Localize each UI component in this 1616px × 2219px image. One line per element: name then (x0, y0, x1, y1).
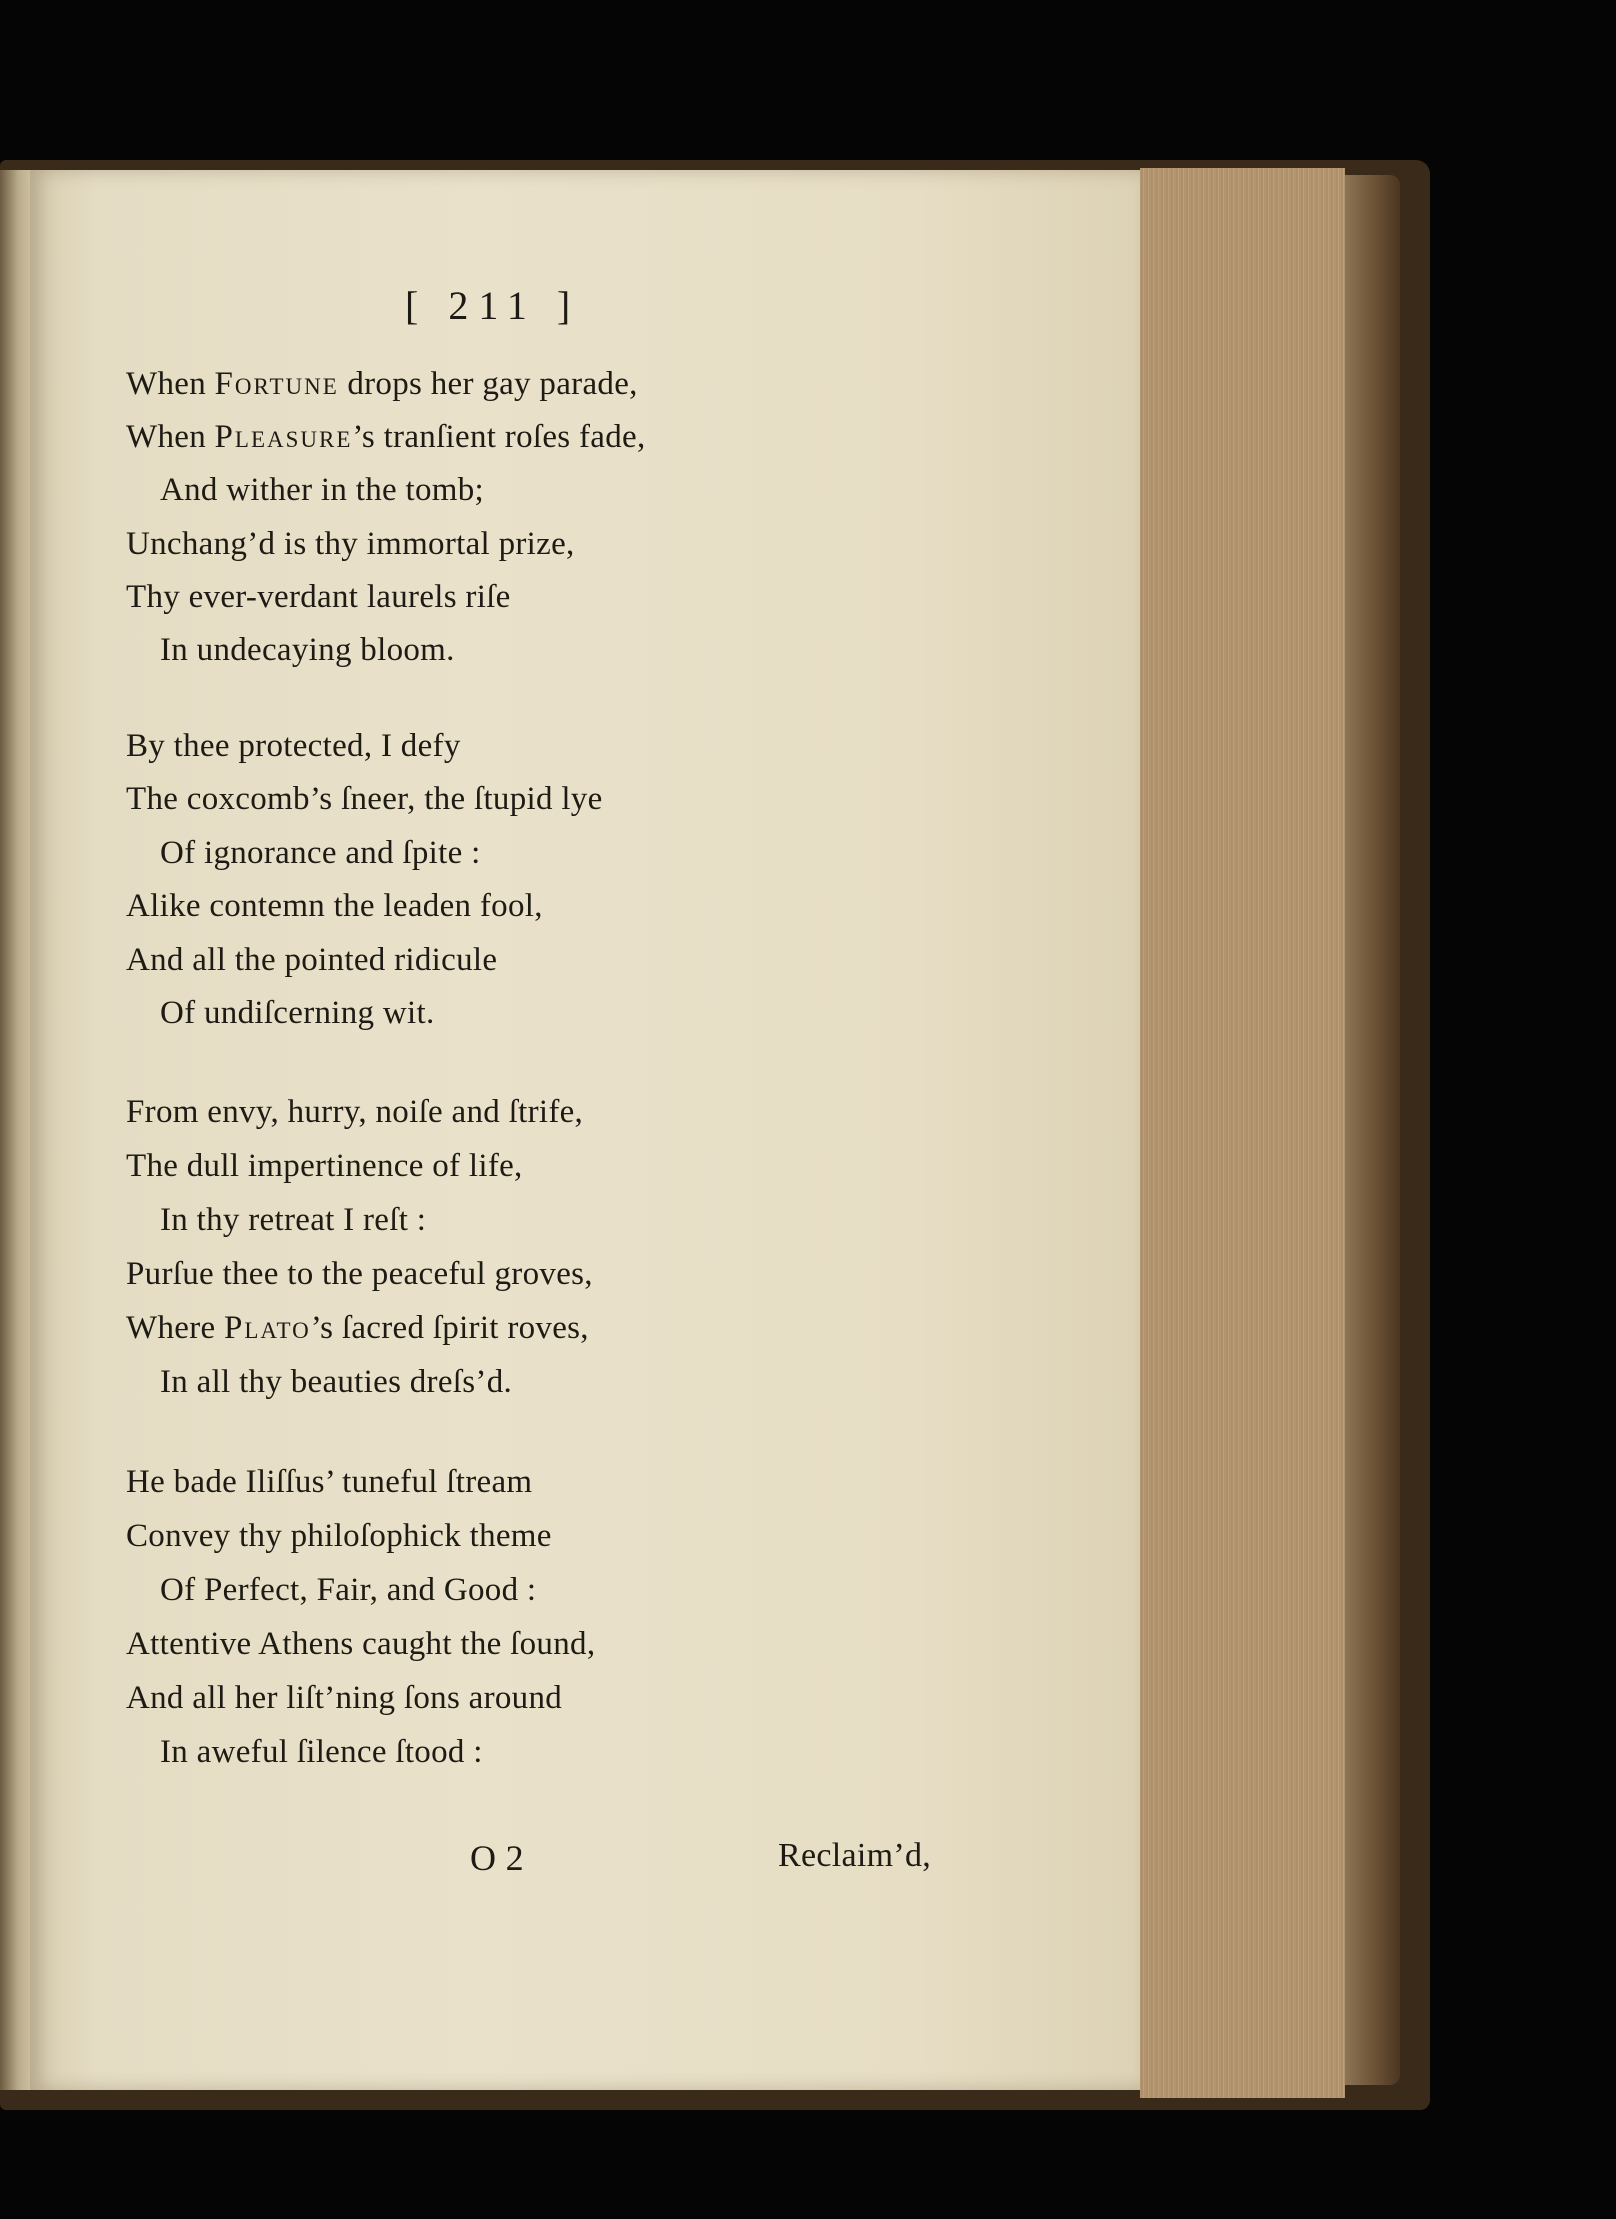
signature-mark: O 2 (470, 1838, 524, 1878)
poem-line: Of ignorance and ſpite : (160, 835, 481, 871)
poem-line: The dull impertinence of life, (126, 1148, 523, 1184)
poem-line: When Pleasure’s tranſient roſes fade, (126, 419, 646, 455)
poem-line: Convey thy philoſophick theme (126, 1518, 552, 1554)
poem-line: Thy ever-verdant laurels riſe (126, 579, 511, 615)
poem-line: From envy, hurry, noiſe and ſtrife, (126, 1094, 584, 1130)
poem-line: In all thy beauties dreſs’d. (160, 1364, 513, 1400)
poem-line: In thy retreat I reſt : (160, 1202, 427, 1238)
poem-line: He bade Iliſſus’ tuneful ſtream (126, 1464, 533, 1500)
poem-line: By thee protected, I defy (126, 728, 461, 764)
previous-page-edge (0, 170, 30, 2090)
poem-line: When Fortune drops her gay parade, (126, 366, 638, 402)
poem-line: And wither in the tomb; (160, 472, 485, 508)
poem-line: The coxcomb’s ſneer, the ſtupid lye (126, 781, 603, 817)
poem-line: In aweful ſilence ſtood : (160, 1734, 483, 1770)
catchword: Reclaim’d, (778, 1837, 932, 1874)
poem-line: Attentive Athens caught the ſound, (126, 1626, 596, 1662)
poem-line: And all her liſt’ning ſons around (126, 1680, 563, 1716)
poem-line: Where Plato’s ſacred ſpirit roves, (126, 1310, 589, 1346)
poem-line: Unchang’d is thy immortal prize, (126, 526, 575, 562)
poem-line: Of Perfect, Fair, and Good : (160, 1572, 537, 1608)
poem-line: In undecaying bloom. (160, 632, 455, 668)
page-number: [ 211 ] (405, 283, 581, 328)
book-cover-edge (1345, 175, 1400, 2085)
poem-line: Alike contemn the leaden fool, (126, 888, 543, 924)
poem-line: And all the pointed ridicule (126, 942, 498, 978)
poem-line: Of undiſcerning wit. (160, 995, 435, 1031)
poem-line: Purſue thee to the peaceful groves, (126, 1256, 593, 1292)
page-block-edge (1140, 168, 1345, 2098)
